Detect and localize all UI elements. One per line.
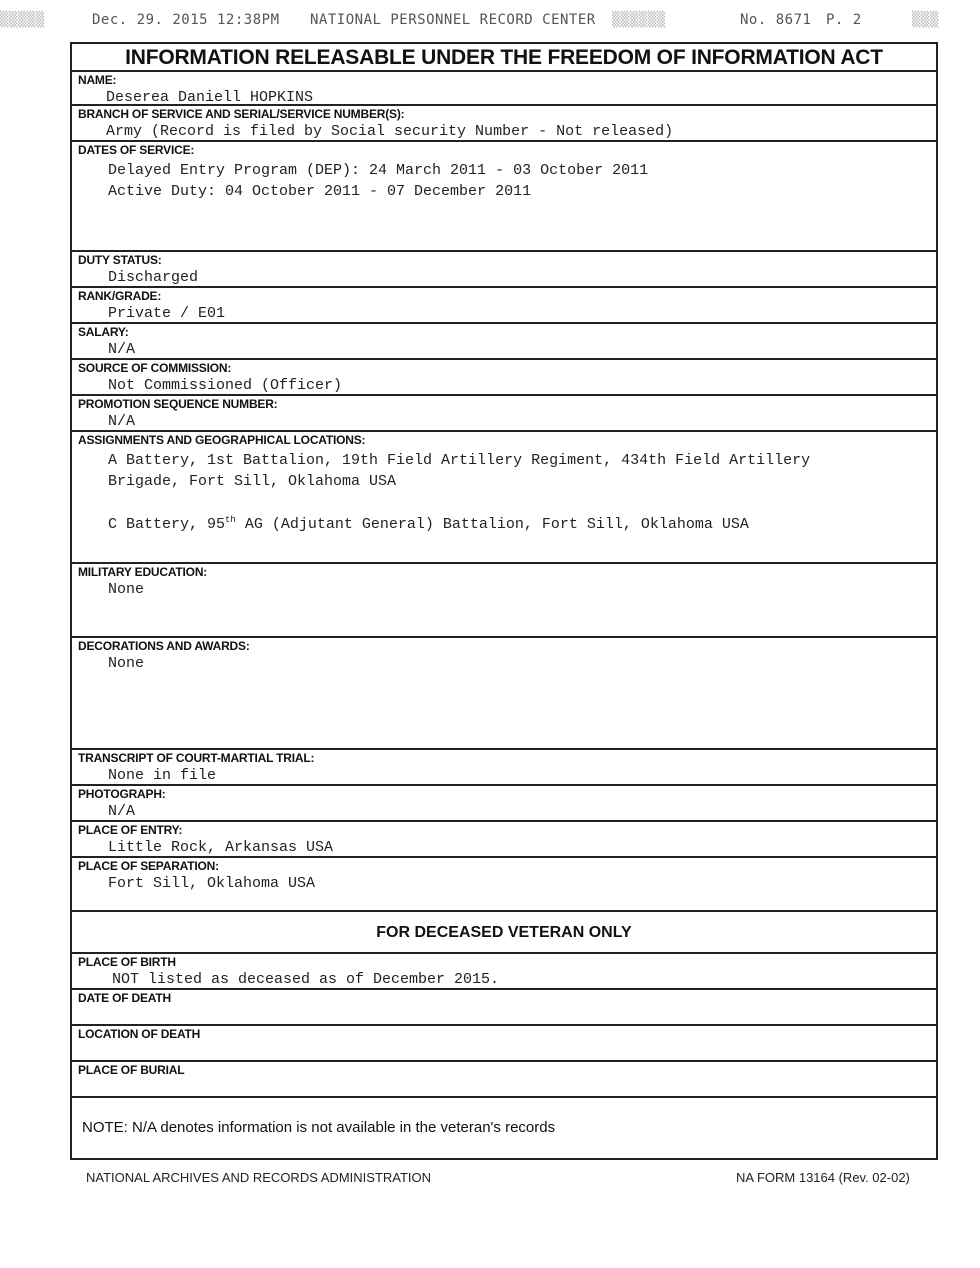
field-value: A Battery, 1st Battalion, 19th Field Artillery Regiment, 434th Field Artillery — [108, 452, 811, 469]
fax-smudge: ▒▒▒▒▒▒ — [612, 12, 666, 28]
field-label: PLACE OF BIRTH — [78, 955, 176, 969]
field-label: MILITARY EDUCATION: — [78, 565, 208, 579]
field-label: PHOTOGRAPH: — [78, 787, 166, 801]
field-dates — [72, 142, 936, 252]
footer-agency: NATIONAL ARCHIVES AND RECORDS ADMINISTRATION — [86, 1170, 432, 1185]
field-branch — [72, 106, 936, 142]
field-label: PLACE OF SEPARATION: — [78, 859, 219, 873]
field-label: TRANSCRIPT OF COURT-MARTIAL TRIAL: — [78, 751, 315, 765]
field-label: RANK/GRADE: — [78, 289, 162, 303]
field-label: LOCATION OF DEATH — [78, 1027, 201, 1041]
field-label: PLACE OF BURIAL — [78, 1063, 185, 1077]
field-value: Not Commissioned (Officer) — [108, 377, 343, 394]
field-value: Little Rock, Arkansas USA — [108, 839, 334, 856]
field-label: PLACE OF ENTRY: — [78, 823, 183, 837]
field-value: None — [108, 581, 145, 598]
field-duty-status — [72, 252, 936, 288]
field-label: ASSIGNMENTS AND GEOGRAPHICAL LOCATIONS: — [78, 433, 366, 447]
field-date-of-death — [72, 990, 936, 1026]
fax-header — [0, 10, 980, 34]
field-value: Brigade, Fort Sill, Oklahoma USA — [108, 473, 397, 490]
field-assignments — [72, 432, 936, 564]
field-value: Active Duty: 04 October 2011 - 07 December 2011 — [108, 183, 532, 200]
field-rank — [72, 288, 936, 324]
field-label: SALARY: — [78, 325, 129, 339]
field-label: PROMOTION SEQUENCE NUMBER: — [78, 397, 278, 411]
field-value: None — [108, 655, 145, 672]
field-decorations — [72, 638, 936, 750]
deceased-heading: FOR DECEASED VETERAN ONLY — [72, 912, 936, 954]
field-court-martial — [72, 750, 936, 786]
field-education — [72, 564, 936, 638]
footer-form-number: NA FORM 13164 (Rev. 02-02) — [736, 1170, 910, 1185]
foia-form — [70, 42, 938, 1160]
field-value: N/A — [108, 803, 136, 820]
form-title: INFORMATION RELEASABLE UNDER THE FREEDOM OF INFORMATION ACT — [72, 44, 936, 72]
field-label: DATES OF SERVICE: — [78, 143, 195, 157]
fax-page: P. 2 — [826, 12, 862, 28]
field-label: DUTY STATUS: — [78, 253, 162, 267]
field-value: Delayed Entry Program (DEP): 24 March 2011 - 03 October 2011 — [108, 162, 649, 179]
field-place-of-burial — [72, 1062, 936, 1098]
field-promotion — [72, 396, 936, 432]
field-value: Deserea Daniell HOPKINS — [106, 89, 314, 106]
fax-smudge: ▒▒▒ — [912, 12, 939, 28]
field-value: Fort Sill, Oklahoma USA — [108, 875, 316, 892]
field-value: Discharged — [108, 269, 199, 286]
fax-center: NATIONAL PERSONNEL RECORD CENTER — [310, 12, 596, 28]
field-label: BRANCH OF SERVICE AND SERIAL/SERVICE NUMBER(S): — [78, 107, 405, 121]
assignment-text: AG (Adjutant General) Battalion, Fort Sill, Oklahoma USA — [235, 516, 749, 533]
field-value: NOT listed as deceased as of December 2015. — [112, 971, 500, 988]
field-value: N/A — [108, 341, 136, 358]
field-salary — [72, 324, 936, 360]
fax-number: No. 8671 — [740, 12, 812, 28]
field-value: Army (Record is filed by Social security Number - Not released) — [106, 123, 674, 140]
field-value: None in file — [108, 767, 217, 784]
field-place-separation — [72, 858, 936, 912]
field-place-entry — [72, 822, 936, 858]
field-label: DATE OF DEATH — [78, 991, 171, 1005]
field-label: SOURCE OF COMMISSION: — [78, 361, 232, 375]
field-value: N/A — [108, 413, 136, 430]
field-location-of-death — [72, 1026, 936, 1062]
assignment-text: C Battery, 95 — [108, 516, 226, 533]
field-value: Private / E01 — [108, 305, 226, 322]
field-label: DECORATIONS AND AWARDS: — [78, 639, 250, 653]
field-value — [108, 510, 749, 535]
field-label: NAME: — [78, 73, 117, 87]
note-text: NOTE: N/A denotes information is not available in the veteran's records — [82, 1119, 556, 1136]
field-photograph — [72, 786, 936, 822]
fax-smudge: ▒▒▒▒▒ — [0, 12, 45, 28]
field-commission — [72, 360, 936, 396]
fax-date-time: Dec. 29. 2015 12:38PM — [92, 12, 280, 28]
field-place-of-birth — [72, 954, 936, 990]
field-name — [72, 72, 936, 106]
ordinal-suffix: th — [225, 515, 236, 525]
